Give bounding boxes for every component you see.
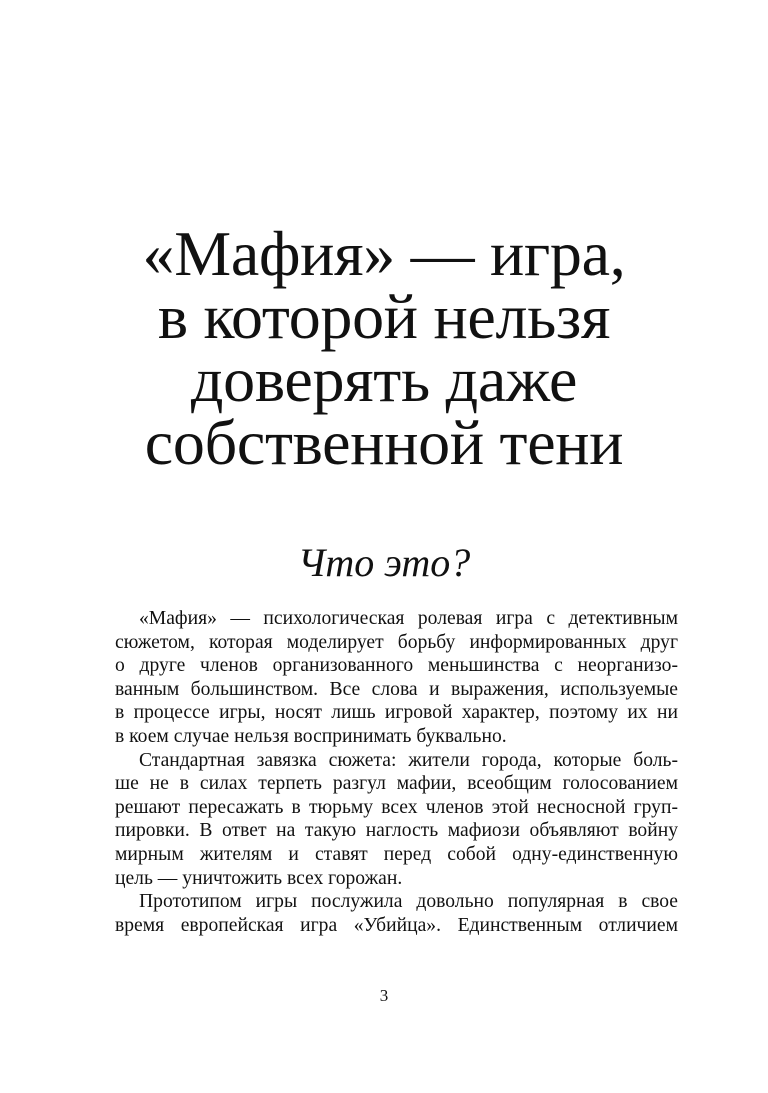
title-line: «Мафия» — игра, <box>142 218 626 289</box>
chapter-title <box>0 218 768 478</box>
title-line: собственной тени <box>144 407 624 478</box>
paragraph <box>115 607 678 749</box>
page-number: 3 <box>379 986 389 1005</box>
section-heading: Что это? <box>297 540 471 585</box>
text-line: цель — уничтожить всех горожан. <box>115 867 403 889</box>
text-line: в процессе игры, носят лишь игровой характер, поэтому их ни <box>115 702 678 724</box>
text-line: время европейская игра «Убийца». Единственным отличием <box>115 914 678 936</box>
text-line: Стандартная завязка сюжета: жители города, которые боль- <box>139 749 678 771</box>
text-line: о друге членов организованного меньшинства с неорганизо- <box>115 655 678 677</box>
text-line: в коем случае нельзя воспринимать буквально. <box>115 725 507 747</box>
body-text <box>115 607 678 937</box>
text-line: Прототипом игры послужила довольно популярная в свое <box>139 891 678 913</box>
text-line: ванным большинством. Все слова и выражения, используемые <box>115 678 678 700</box>
title-line: в которой нельзя <box>157 281 611 352</box>
paragraph <box>115 890 678 937</box>
paragraph <box>115 749 678 891</box>
text-line: мирным жителям и ставят перед собой одну-единственную <box>115 843 678 865</box>
text-line: сюжетом, которая моделирует борьбу информированных друг <box>115 631 678 653</box>
text-line: пировки. В ответ на такую наглость мафиози объявляют войну <box>115 820 678 842</box>
text-line: ше не в силах терпеть разгул мафии, всеобщим голосованием <box>115 773 678 795</box>
title-line: доверять даже <box>190 344 578 415</box>
text-line: решают пересажать в тюрьму всех членов этой несносной груп- <box>115 796 678 818</box>
text-line: «Мафия» — психологическая ролевая игра с детективным <box>139 608 678 629</box>
